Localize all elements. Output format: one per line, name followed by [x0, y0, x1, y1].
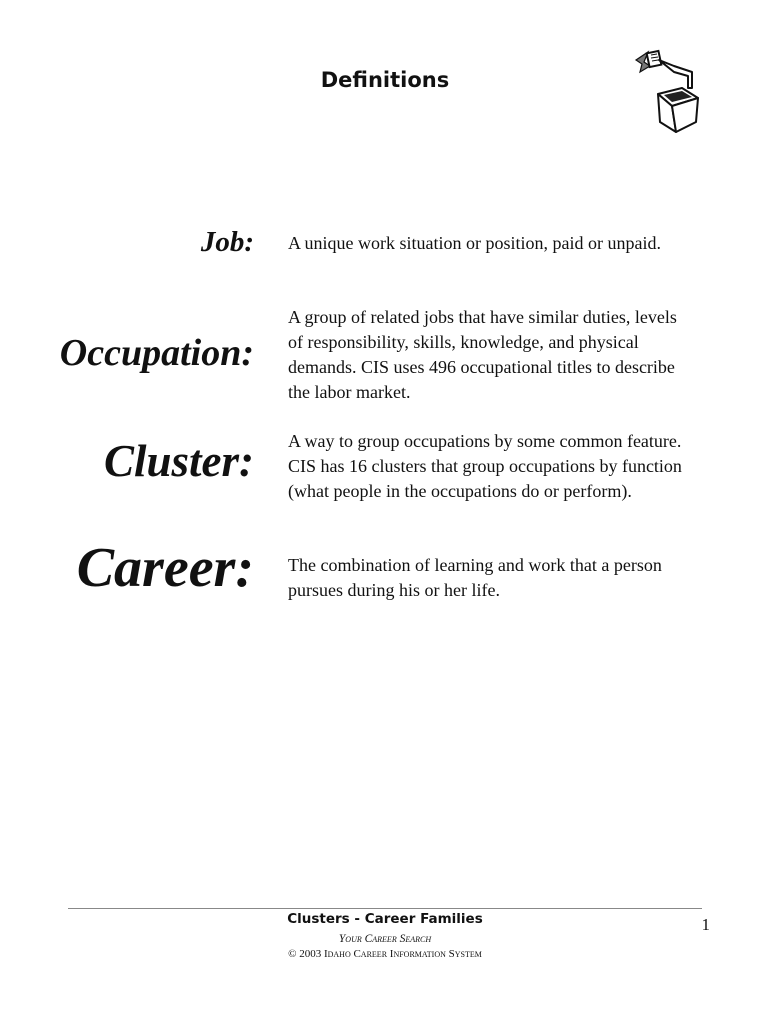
term-career-label: Career:	[76, 537, 254, 599]
term-cluster-definition: A way to group occupations by some common feature. CIS has 16 clusters that group occupations by function (what people in the occupations do or perform).	[288, 431, 682, 501]
term-occupation-label: Occupation:	[59, 332, 254, 374]
term-job-definition: A unique work situation or position, paid or unpaid.	[288, 233, 661, 253]
footer-copyright: © 2003 Idaho Career Information System	[288, 948, 482, 960]
overhead-projector-icon	[632, 46, 702, 136]
page-title: Definitions	[320, 68, 450, 92]
footer-subtitle: Your Career Search	[338, 933, 432, 945]
footer-section-title: Clusters - Career Families	[287, 911, 483, 927]
term-job-label: Job:	[200, 226, 254, 258]
footer-divider	[68, 908, 702, 909]
term-cluster-label: Cluster:	[103, 436, 254, 486]
term-occupation-definition: A group of related jobs that have similar duties, levels of responsibility, skills, knowledge, and physical demands. CIS uses 496 occupational titles to describe the labor market.	[288, 307, 677, 402]
page-number: 1	[701, 915, 710, 934]
term-career-definition: The combination of learning and work that a person pursues during his or her life.	[288, 555, 662, 600]
